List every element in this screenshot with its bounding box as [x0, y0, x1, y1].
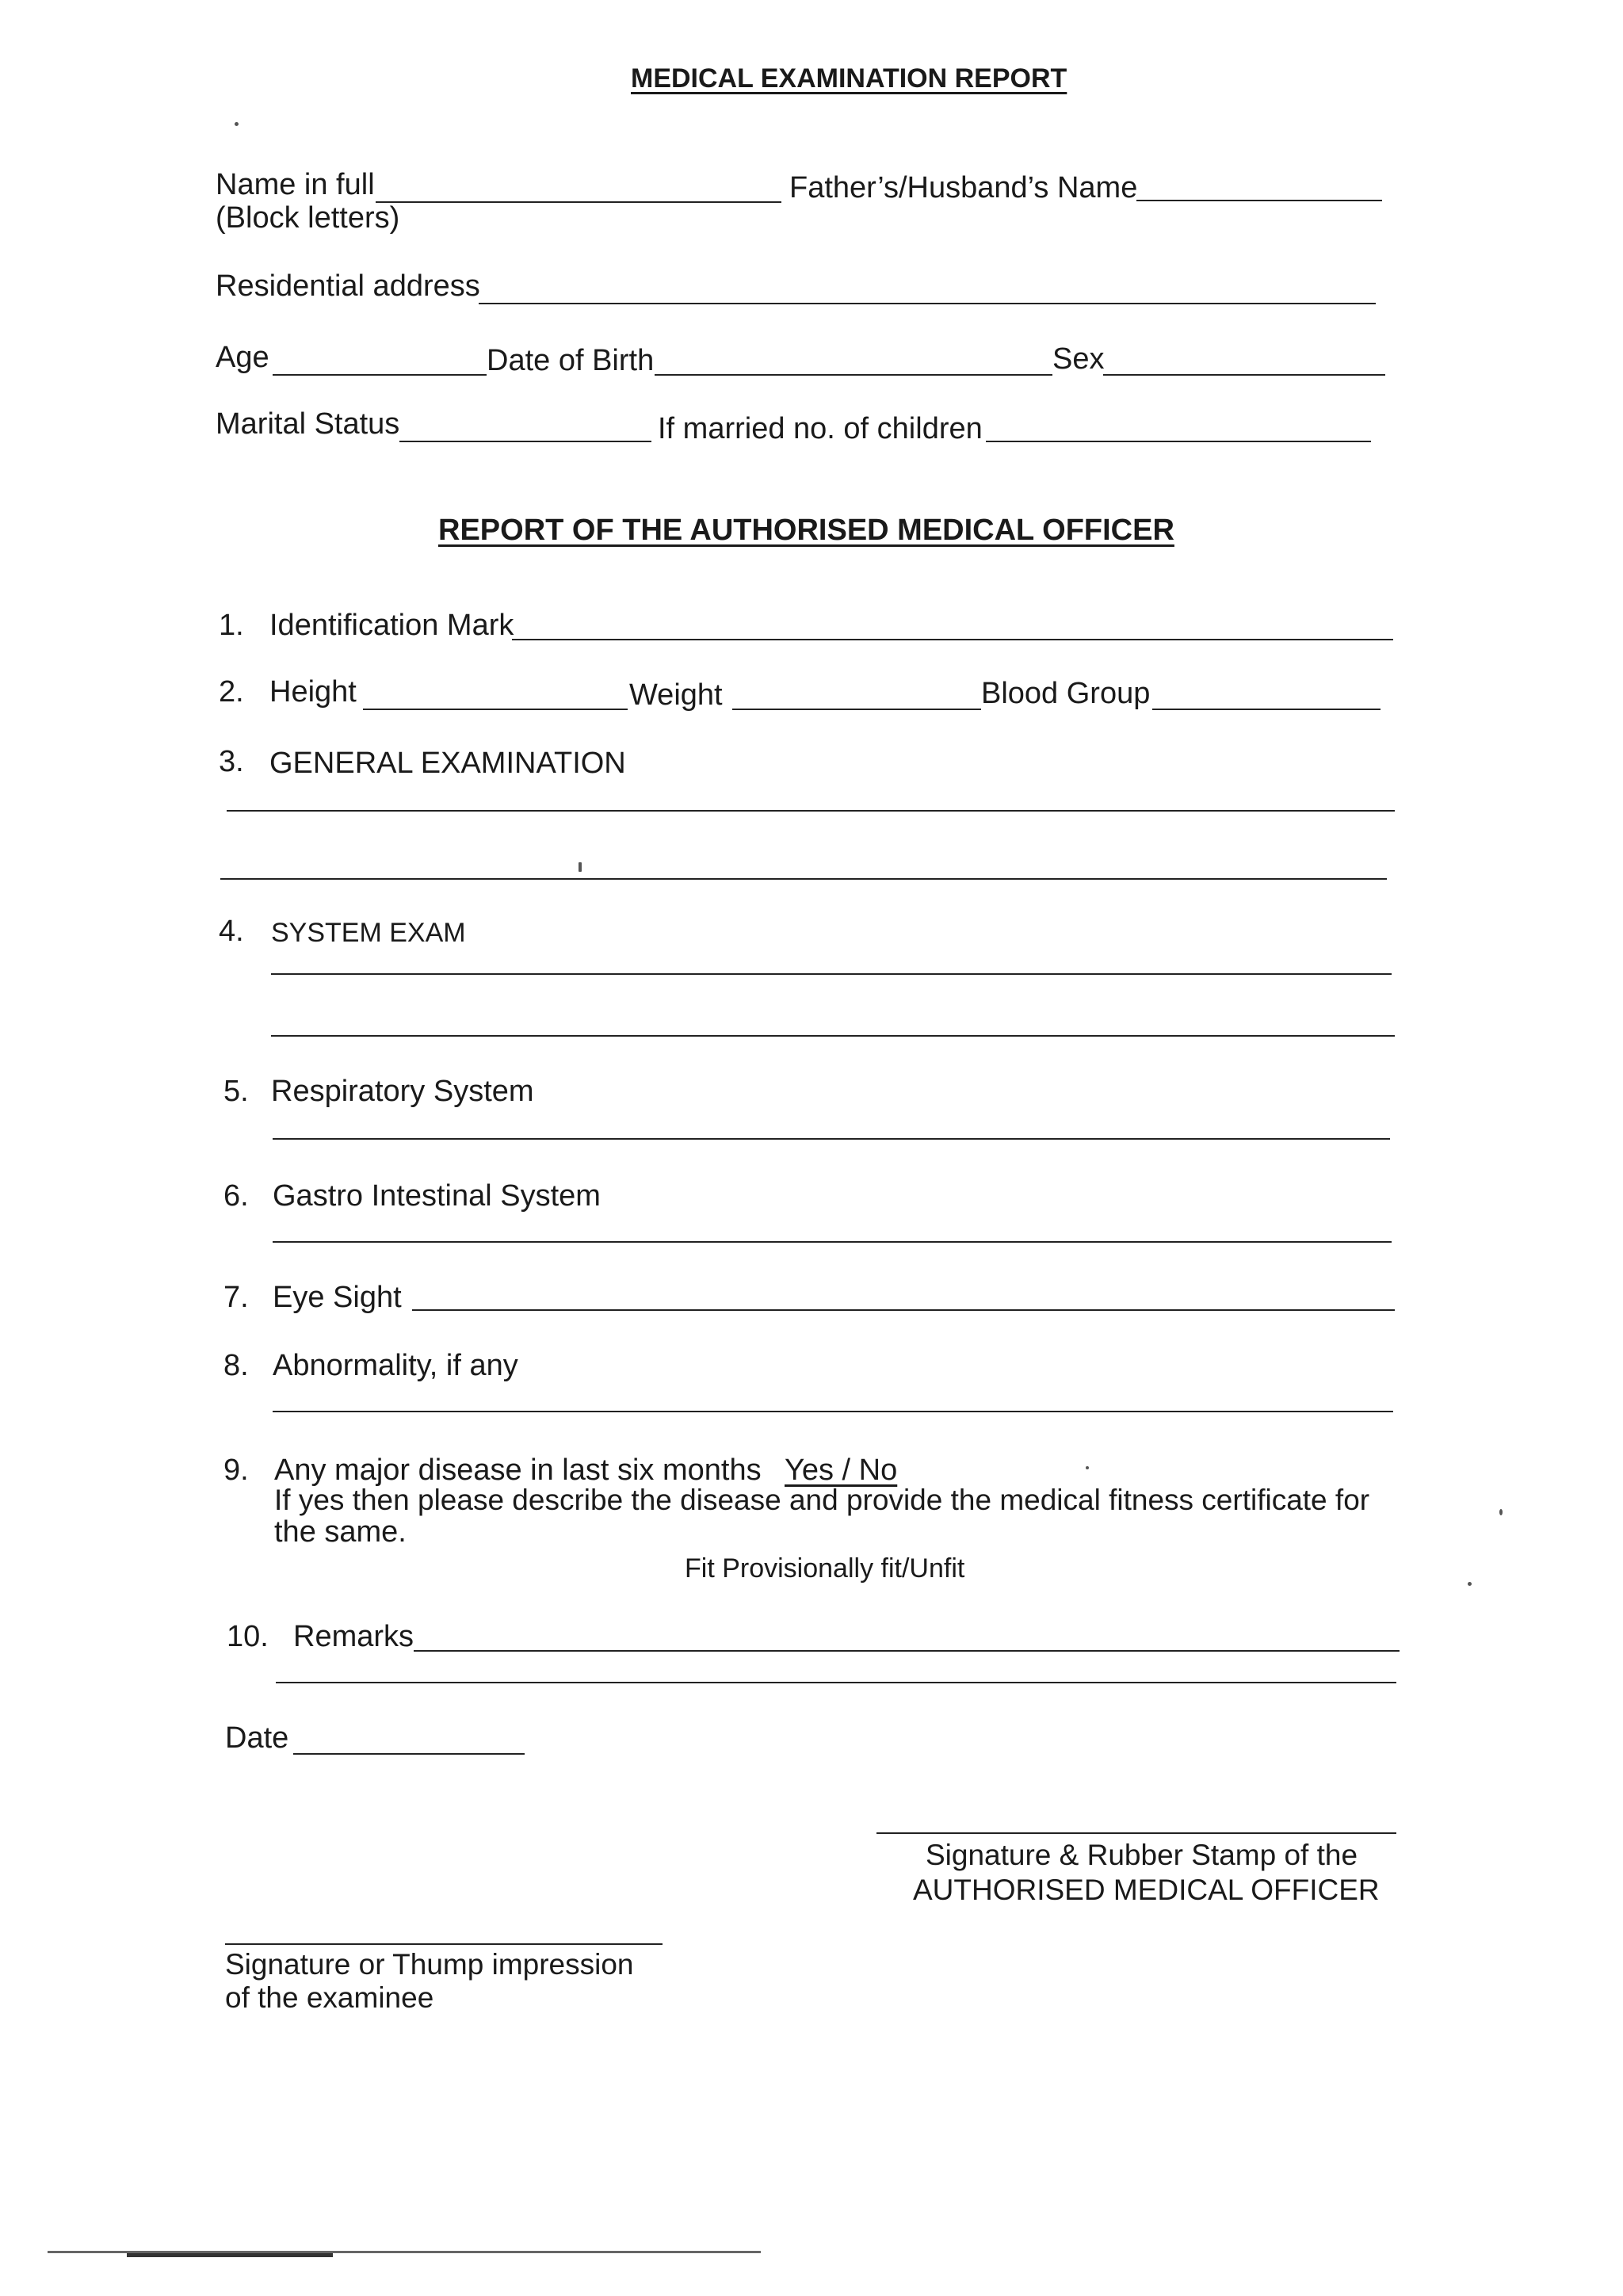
- age-label: Age: [216, 341, 269, 374]
- date-of-birth-input-line[interactable]: [655, 374, 1052, 376]
- remarks-input-line-2[interactable]: [276, 1682, 1396, 1683]
- officer-signature-line[interactable]: [876, 1832, 1396, 1834]
- system-exam-label: SYSTEM EXAM: [271, 918, 466, 948]
- officer-signature-caption: Signature & Rubber Stamp of the: [926, 1839, 1358, 1871]
- item-3-number: 3.: [219, 745, 244, 778]
- weight-label: Weight: [629, 678, 723, 712]
- item-5-number: 5.: [223, 1075, 249, 1108]
- sex-input-line[interactable]: [1103, 374, 1385, 376]
- item-8-number: 8.: [223, 1349, 249, 1382]
- abnormality-input-line[interactable]: [273, 1411, 1393, 1412]
- fitness-status[interactable]: Fit Provisionally fit/Unfit: [685, 1553, 965, 1584]
- general-examination-input-line-1[interactable]: [227, 810, 1395, 812]
- system-exam-input-line-1[interactable]: [271, 973, 1392, 975]
- blood-group-input-line[interactable]: [1152, 709, 1381, 710]
- item-4-number: 4.: [219, 915, 244, 948]
- marital-status-input-line[interactable]: [399, 441, 651, 442]
- form-title: MEDICAL EXAMINATION REPORT: [631, 63, 1067, 94]
- yes-no-options[interactable]: Yes / No: [785, 1454, 898, 1487]
- remarks-input-line-1[interactable]: [414, 1650, 1400, 1652]
- examinee-signature-caption: Signature or Thump impression: [225, 1948, 634, 1981]
- date-label: Date: [225, 1721, 289, 1755]
- item-9-number: 9.: [223, 1454, 249, 1487]
- residential-address-label: Residential address: [216, 269, 480, 303]
- residential-address-input-line[interactable]: [479, 303, 1376, 304]
- father-husband-name-label: Father’s/Husband’s Name: [789, 171, 1138, 204]
- scan-speck: [1086, 1466, 1089, 1469]
- general-examination-input-line-2[interactable]: [220, 878, 1387, 880]
- officer-report-heading: REPORT OF THE AUTHORISED MEDICAL OFFICER: [438, 514, 1174, 547]
- gastro-intestinal-system-input-line[interactable]: [273, 1241, 1392, 1243]
- identification-mark-label: Identification Mark: [269, 609, 514, 642]
- respiratory-system-label: Respiratory System: [271, 1075, 534, 1108]
- sex-label: Sex: [1052, 342, 1105, 376]
- identification-mark-input-line[interactable]: [512, 639, 1393, 640]
- item-1-number: 1.: [219, 609, 244, 642]
- disease-description-note-cont: the same.: [274, 1515, 407, 1549]
- scan-speck: [235, 122, 239, 126]
- scan-edge-mark: [127, 2253, 333, 2257]
- scan-speck: [1468, 1582, 1472, 1586]
- disease-description-note: If yes then please describe the disease and provide the medical fitness certificate for: [274, 1484, 1370, 1516]
- officer-signature-title: AUTHORISED MEDICAL OFFICER: [913, 1874, 1380, 1906]
- general-examination-label: GENERAL EXAMINATION: [269, 747, 626, 780]
- block-letters-note: (Block letters): [216, 201, 400, 235]
- blood-group-label: Blood Group: [981, 677, 1151, 710]
- gastro-intestinal-system-label: Gastro Intestinal System: [273, 1179, 601, 1213]
- scan-speck: [1499, 1509, 1503, 1515]
- remarks-label: Remarks: [293, 1620, 414, 1653]
- children-count-label: If married no. of children: [658, 412, 983, 445]
- eye-sight-input-line[interactable]: [412, 1309, 1395, 1311]
- item-2-number: 2.: [219, 675, 244, 709]
- height-label: Height: [269, 675, 357, 709]
- examinee-signature-caption-cont: of the examinee: [225, 1981, 434, 2014]
- item-7-number: 7.: [223, 1281, 249, 1314]
- age-input-line[interactable]: [273, 374, 487, 376]
- examinee-signature-line[interactable]: [225, 1943, 663, 1945]
- weight-input-line[interactable]: [732, 709, 981, 710]
- eye-sight-label: Eye Sight: [273, 1281, 402, 1314]
- date-of-birth-label: Date of Birth: [487, 344, 655, 377]
- children-count-input-line[interactable]: [986, 441, 1371, 442]
- major-disease-question: Any major disease in last six months: [274, 1454, 762, 1487]
- item-6-number: 6.: [223, 1179, 249, 1213]
- name-label: Name in full: [216, 168, 375, 201]
- item-10-number: 10.: [227, 1620, 269, 1653]
- system-exam-input-line-2[interactable]: [271, 1035, 1395, 1037]
- scan-speck: [579, 862, 582, 872]
- height-input-line[interactable]: [363, 709, 628, 710]
- marital-status-label: Marital Status: [216, 407, 400, 441]
- father-husband-name-input-line[interactable]: [1136, 200, 1382, 201]
- abnormality-label: Abnormality, if any: [273, 1349, 518, 1382]
- date-input-line[interactable]: [293, 1753, 525, 1755]
- name-input-line[interactable]: [376, 201, 781, 203]
- respiratory-system-input-line[interactable]: [273, 1138, 1390, 1140]
